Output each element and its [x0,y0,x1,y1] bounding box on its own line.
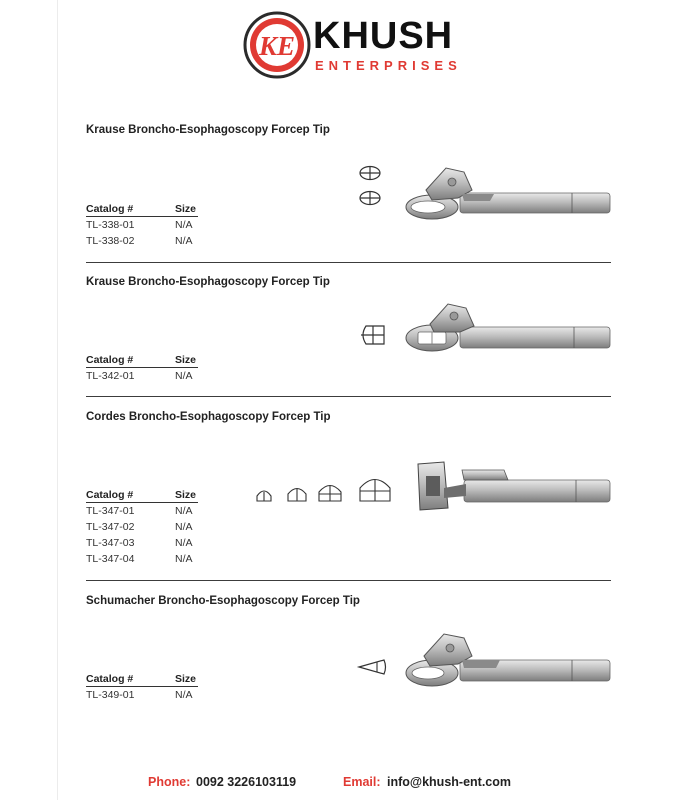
section-divider [86,262,611,263]
table-row [86,368,198,384]
oval-cross-icon [358,190,382,206]
size-header: Size [175,489,197,501]
catalog-table [86,203,198,249]
catalog-table-header [86,203,198,217]
size-value: N/A [175,521,193,533]
contact-footer [0,775,689,791]
oval-cross-icon [358,165,382,181]
phone-label: Phone: [148,775,191,789]
catalog-table [86,354,198,384]
catalog-table [86,673,198,703]
catalog-number: TL-347-03 [86,537,135,549]
forcep-tip-image [404,298,612,362]
brand-subtitle: ENTERPRISES [315,58,462,73]
catalog-table [86,489,198,567]
catalog-number: TL-347-02 [86,521,135,533]
section-title: Schumacher Broncho-Esophagoscopy Forcep Tip [86,595,360,607]
brand-name: KHUSH [313,15,454,57]
forcep-tip-image [404,458,612,516]
catalog-number: TL-347-01 [86,505,135,517]
size-value: N/A [175,370,193,382]
table-row [86,551,198,567]
catalog-number: TL-338-02 [86,235,135,247]
catalog-header: Catalog # [86,489,134,501]
table-row [86,217,198,233]
dome-cross-icon [318,484,342,502]
section-title: Cordes Broncho-Esophagoscopy Forcep Tip [86,411,331,423]
phone-number: 0092 3226103119 [196,775,297,789]
dome-cross-icon [256,490,272,502]
page-margin-rule [57,0,58,800]
size-value: N/A [175,537,193,549]
size-header: Size [175,203,197,215]
logo-monogram: KE [258,31,296,61]
section-title: Krause Broncho-Esophagoscopy Forcep Tip [86,124,330,136]
khush-logo [242,12,312,82]
dome-cross-icon [359,478,391,502]
catalog-header: Catalog # [86,673,134,685]
wedge-icon [357,658,387,676]
forcep-tip-image [404,160,612,224]
catalog-number: TL-338-01 [86,219,135,231]
size-header: Size [175,354,197,366]
size-value: N/A [175,505,193,517]
table-row [86,233,198,249]
catalog-header: Catalog # [86,203,134,215]
table-row [86,503,198,519]
catalog-number: TL-349-01 [86,689,135,701]
section-title: Krause Broncho-Esophagoscopy Forcep Tip [86,276,330,288]
size-value: N/A [175,219,193,231]
section-divider [86,580,611,581]
size-value: N/A [175,553,193,565]
catalog-header: Catalog # [86,354,134,366]
catalog-table-header [86,673,198,687]
catalog-number: TL-342-01 [86,370,135,382]
catalog-table-header [86,489,198,503]
catalog-number: TL-347-04 [86,553,135,565]
size-value: N/A [175,235,193,247]
size-header: Size [175,673,197,685]
email-address[interactable]: info@khush-ent.com [387,775,511,789]
forcep-tip-image [404,630,612,694]
rounded-square-cross-icon [358,325,386,345]
table-row [86,687,198,703]
table-row [86,519,198,535]
table-row [86,535,198,551]
catalog-table-header [86,354,198,368]
email-label: Email: [343,775,381,789]
section-divider [86,396,611,397]
dome-cross-icon [287,487,307,502]
size-value: N/A [175,689,193,701]
